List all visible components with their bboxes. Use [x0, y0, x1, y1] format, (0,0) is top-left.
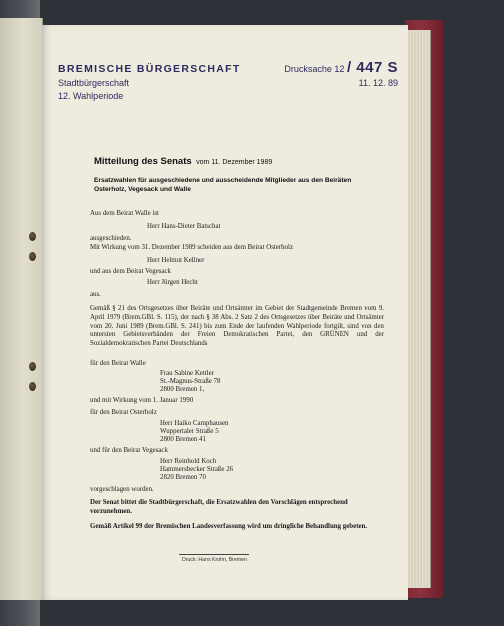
organization-name: BREMISCHE BÜRGERSCHAFT — [58, 63, 241, 75]
candidate-name: Frau Sabine Kettler — [160, 370, 214, 377]
document-reference — [284, 59, 398, 88]
title-date: vom 11. Dezember 1989 — [196, 159, 273, 166]
paragraph: Aus dem Beirat Walle ist — [90, 210, 159, 217]
candidate-city: 2820 Bremen 70 — [160, 474, 206, 481]
paragraph: Mit Wirkung vom 31. Dezember 1989 scheiden aus dem Beirat Osterholz — [90, 244, 294, 251]
document-page — [42, 25, 408, 600]
document-title — [94, 151, 272, 169]
person-name: Herr Helmut Kellner — [147, 257, 205, 264]
paragraph: und aus dem Beirat Vegesack — [90, 268, 172, 275]
person-name: Herr Jürgen Hecht — [147, 279, 198, 286]
footer-rule — [179, 554, 249, 555]
letterhead — [58, 63, 241, 101]
candidate-name: Herr Haiko Camphausen — [160, 420, 229, 427]
candidate-street: Wuppertaler Straße 5 — [160, 428, 219, 435]
punch-hole — [29, 382, 36, 391]
candidate-street: Hammersbecker Straße 26 — [160, 466, 234, 473]
paragraph: und für den Beirat Vegesack — [90, 447, 168, 454]
candidate-city: 2800 Bremen 1, — [160, 386, 205, 393]
paragraph: und mit Wirkung vom 1. Januar 1990 — [90, 397, 194, 404]
doc-label: Drucksache 12 — [284, 64, 345, 74]
punch-hole — [29, 232, 36, 241]
left-page-edge — [0, 18, 43, 600]
legal-paragraph: Gemäß § 21 des Ortsgesetzes über Beiräte und Ortsämter im Gebiet der Stadtgemeinde Bremen vom 9. April 1979 (Brem.GBl. S. 115), der nach § 38 Abs. 2 Satz 2 des Ortsgesetzes über Beiräte und Ortsämter vom 20. Juni 1989 (Brem.GBl. S. 241) bis zum Ende der laufenden Wahlperiode fortgilt, sind von den untersten Gebietsverbänden der Freien Demokratischen Partei, den GRÜNEN und der Sozialdemokratischen Partei Deutschlands — [90, 305, 384, 348]
punch-hole — [29, 362, 36, 371]
paragraph: für den Beirat Walle — [90, 360, 146, 367]
urgency-note: Gemäß Artikel 99 der Bremischen Landesverfassung wird um dringliche Behandlung gebeten. — [90, 523, 368, 530]
subject-line: Ersatzwahlen für ausgeschiedene und ausscheidende Mitglieder aus den Beiräten Osterholz, Vegesack und Walle — [94, 177, 352, 193]
doc-number: / 447 S — [346, 59, 398, 76]
candidate-city: 2800 Bremen 41 — [160, 436, 206, 443]
paragraph: für den Beirat Osterholz — [90, 409, 157, 416]
candidate-name: Herr Reinhold Koch — [160, 458, 217, 465]
doc-date: 11. 12. 89 — [358, 78, 398, 88]
legislative-period: 12. Wahlperiode — [58, 91, 124, 101]
paragraph: vorgeschlagen worden. — [90, 486, 154, 493]
person-name: Herr Hans-Dieter Batschat — [147, 223, 221, 230]
candidate-street: St.-Magnus-Straße 78 — [160, 378, 221, 385]
printer-note: Druck: Hans Krohn, Bremen — [182, 557, 247, 563]
title-main: Mitteilung des Senats — [94, 156, 192, 167]
punch-hole — [29, 252, 36, 261]
senate-request: Der Senat bittet die Stadtbürgerschaft, die Ersatzwahlen den Vorschlägen entsprechend vorzunehmen. — [90, 499, 348, 515]
paragraph: aus. — [90, 291, 101, 298]
body-name: Stadtbürgerschaft — [58, 78, 130, 88]
paragraph: ausgeschieden. — [90, 235, 132, 242]
page-stack — [404, 30, 431, 588]
